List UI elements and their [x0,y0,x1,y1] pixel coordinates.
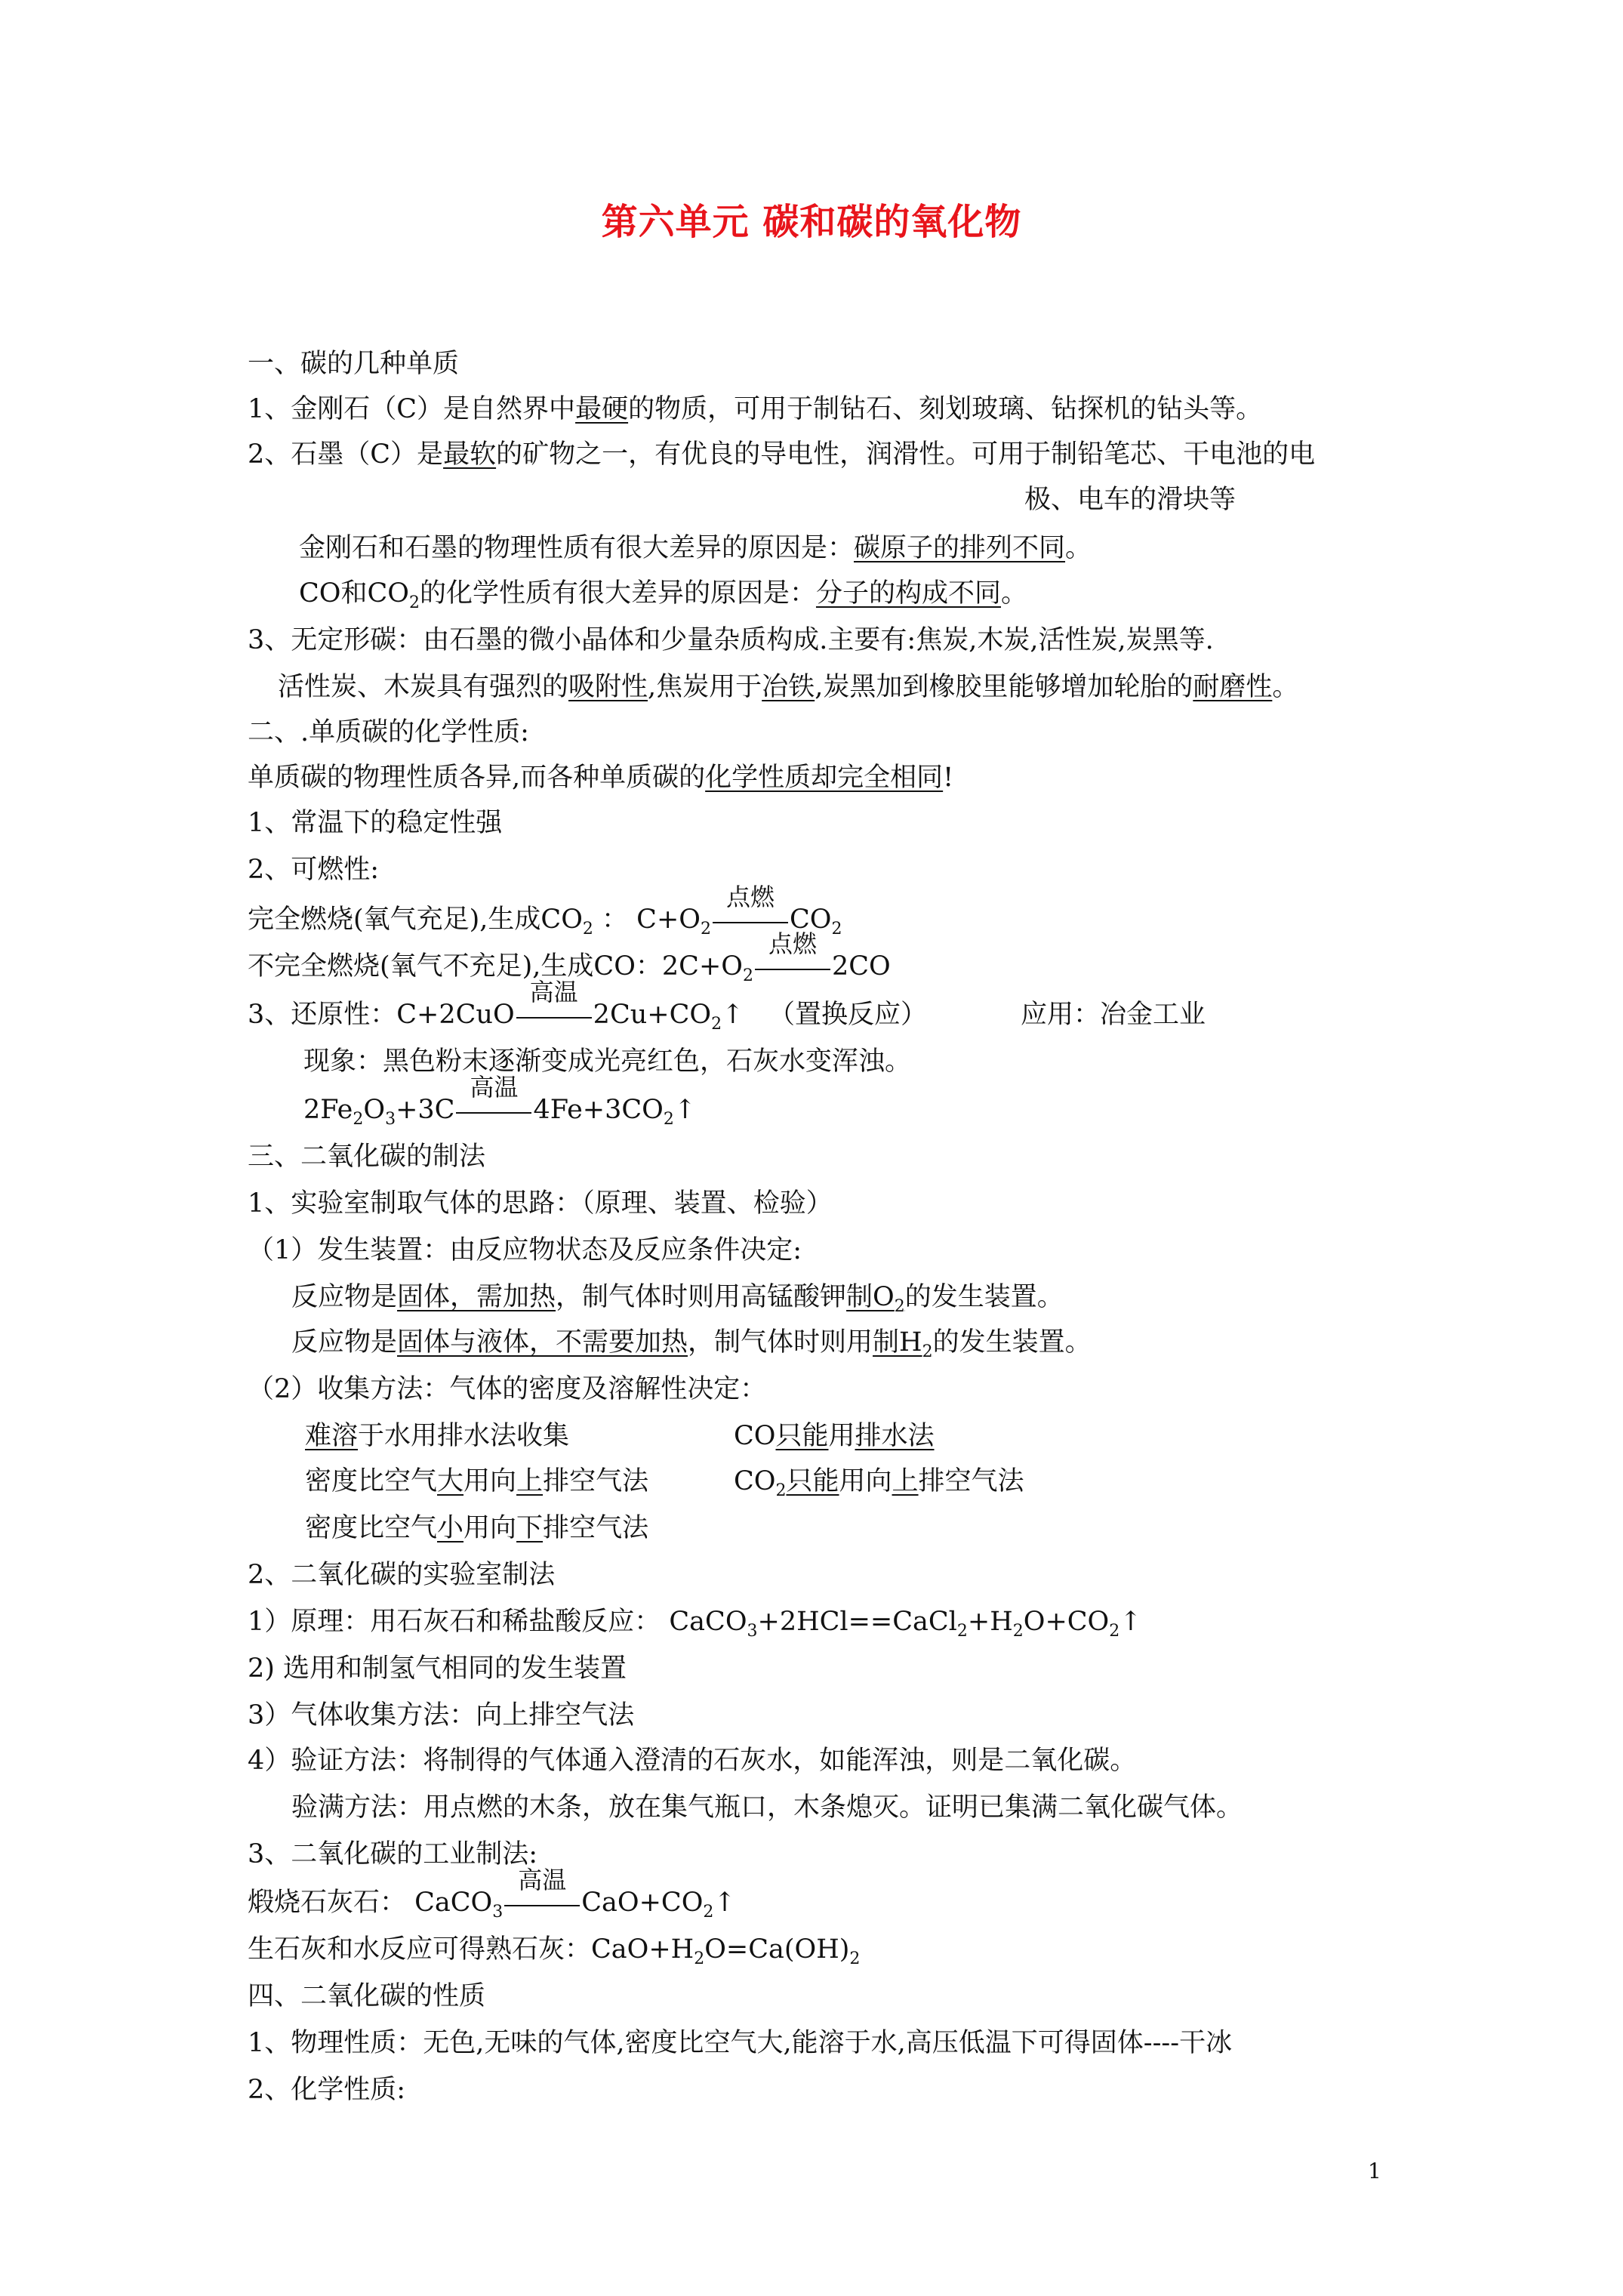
text-line: 极、电车的滑块等 [1024,485,1236,515]
text-line: 密度比空气小用向下排空气法 [305,1513,649,1543]
text-line: CO和$CO_2$的化学性质有很大差异的原因是：分子的构成不同。 [299,578,1027,612]
text-line: 密度比空气大用向上排空气法 [305,1466,649,1496]
text-line: 2、可燃性: [248,855,380,885]
text-line: 3、无定形碳：由石墨的微小晶体和少量杂质构成.主要有:焦炭,木炭,活性炭,炭黑等. [248,625,1214,655]
text-line: 2、二氧化碳的实验室制法 [248,1560,556,1590]
text-line: 1、常温下的稳定性强 [248,808,503,838]
equation-line: 生石灰和水反应可得熟石灰：$CaO+H_2O=Ca(OH)_2$ [248,1934,861,1968]
text-line: 现象：黑色粉末逐渐变成光亮红色，石灰水变浑浊。 [303,1046,912,1077]
page-title: 第六单元 碳和碳的氧化物 [601,201,1022,243]
equation-line: 煅烧石灰石： CaCO$_3$ 高温 $CaO+CO_2↑$ [248,1866,736,1922]
equation-line: 1）原理：用石灰石和稀盐酸反应： $CaCO_3+2HCl==CaCl_2+H_2O+CO_2↑$ [248,1607,1142,1641]
page-number: 1 [1368,2159,1381,2184]
reaction-condition: 高温 [515,998,593,1031]
text-line: 4）验证方法：将制得的气体通入澄清的石灰水，如能浑浊，则是二氧化碳。 [248,1746,1137,1776]
section-heading-1: 一、碳的几种单质 [248,349,460,379]
equation-line: 不完全燃烧(氧气不充足),生成CO：$2C+O_2$ 点燃 2CO [248,929,891,985]
equation-line: 完全燃烧(氧气充足),生成$CO_2$ ： $C+O_2$ 点燃 $CO_2$ [248,883,842,938]
text-line: 应用：冶金工业 [1021,1000,1206,1030]
text-line: （置换反应） [768,1000,928,1030]
section-heading-3: 三、二氧化碳的制法 [248,1142,486,1172]
text-line: 活性炭、木炭具有强烈的吸附性,焦炭用于冶铁,炭黑加到橡胶里能够增加轮胎的耐磨性。 [278,672,1299,702]
text-line: 2) 选用和制氢气相同的发生装置 [248,1653,627,1684]
text-line: （1）发生装置：由反应物状态及反应条件决定: [248,1235,802,1265]
text-line: 难溶于水用排水法收集 [305,1421,570,1451]
text-line: 1、金刚石（C）是自然界中最硬的物质，可用于制钻石、刻划玻璃、钻探机的钻头等。 [248,394,1263,424]
text-line: 单质碳的物理性质各异,而各种单质碳的化学性质却完全相同! [248,763,954,793]
text-line: 1、实验室制取气体的思路：（原理、装置、检验） [248,1188,833,1219]
text-line: 2、石墨（C）是最软的矿物之一，有优良的导电性，润滑性。可用于制铅笔芯、干电池的电 [248,439,1316,470]
text-line: （2）收集方法：气体的密度及溶解性决定： [248,1374,767,1404]
text-line: $CO_2$只能用向上排空气法 [734,1466,1024,1500]
text-line: 3、二氧化碳的工业制法: [248,1839,538,1869]
section-heading-2: 二、.单质碳的化学性质: [248,717,529,747]
equation-line: 3、还原性：C+2CuO 高温 $2Cu+CO_2↑$ [248,978,744,1034]
text-line: 3）气体收集方法：向上排空气法 [248,1700,635,1730]
text-line: CO只能用排水法 [734,1421,935,1451]
reaction-condition: 点燃 [753,950,832,983]
text-line: 验满方法：用点燃的木条，放在集气瓶口，木条熄灭。证明已集满二氧化碳气体。 [291,1792,1243,1823]
text-line: 1、物理性质：无色,无味的气体,密度比空气大,能溶于水,高压低温下可得固体----干冰 [248,2028,1233,2058]
equation-line: $2Fe_2O_3+3C$ 高温 $4Fe+3CO_2↑$ [303,1073,697,1129]
text-line: 反应物是固体与液体，不需要加热，制气体时则用制$H_2$的发生装置。 [291,1327,1092,1361]
text-line: 金刚石和石墨的物理性质有很大差异的原因是：碳原子的排列不同。 [299,533,1092,563]
reaction-condition: 高温 [454,1093,533,1126]
reaction-condition: 点燃 [711,903,790,936]
text-line: 2、化学性质: [248,2075,406,2105]
section-heading-4: 四、二氧化碳的性质 [248,1981,486,2011]
reaction-condition: 高温 [503,1886,581,1919]
text-line: 反应物是固体，需加热，制气体时则用高锰酸钾制$O_2$的发生装置。 [291,1282,1064,1316]
